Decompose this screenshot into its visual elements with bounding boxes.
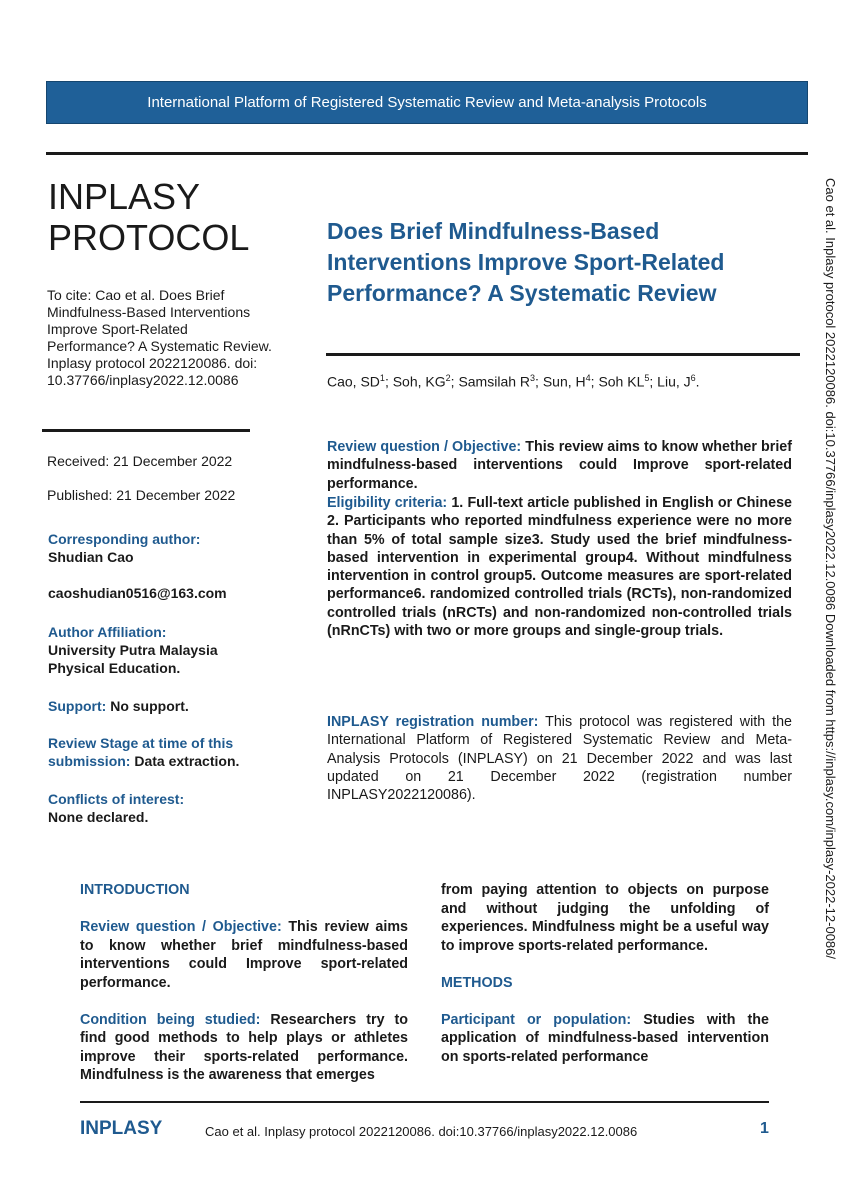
author-separator: ;: [384, 373, 393, 390]
author: Liu, J: [657, 373, 691, 390]
conflicts-block: [48, 790, 308, 826]
affiliation-block: [48, 623, 308, 677]
support-block: [48, 697, 308, 715]
affiliation-label: Author Affiliation:: [48, 624, 167, 640]
footer-citation: Cao et al. Inplasy protocol 2022120086. doi:10.37766/inplasy2022.12.0086: [205, 1124, 638, 1139]
review-stage-value: Data extraction.: [130, 753, 240, 769]
corresponding-author-label: Corresponding author:: [48, 531, 201, 547]
author: Soh, KG: [392, 373, 446, 390]
sidebar-rule: [42, 429, 250, 432]
published-date: Published: 21 December 2022: [47, 487, 236, 503]
author-affiliation-number: 3: [530, 373, 536, 383]
spacer: [441, 992, 769, 1011]
support-value: No support.: [106, 698, 189, 714]
author: Samsilah R: [458, 373, 531, 390]
corresponding-author-name: Shudian Cao: [48, 549, 134, 565]
author-affiliation-number: 5: [644, 373, 650, 383]
abstract-objective-text: This review aims to know whether brief mindfulness-based interventions could Improve sport-related performance.: [327, 439, 793, 492]
citation-text: To cite: Cao et al. Does Brief Mindfulness-Based Interventions Improve Sport-Related Performance? A Systematic Review. Inplasy protocol 2022120086. doi: 10.37766/inplasy2022.12.0086: [47, 287, 272, 388]
header-banner: International Platform of Registered Systematic Review and Meta-analysis Protocols: [46, 81, 808, 124]
affiliation-line1: University Putra Malaysia: [48, 642, 218, 658]
author-separator: ;: [649, 373, 658, 390]
protocol-label-line2: PROTOCOL: [48, 217, 250, 258]
registration-label: INPLASY registration number:: [327, 714, 539, 730]
author: Soh KL: [598, 373, 645, 390]
corresponding-author-block: [48, 530, 308, 602]
author-separator: .: [695, 373, 700, 390]
footer-brand: INPLASY: [80, 1118, 163, 1139]
author-affiliation-number: 2: [445, 373, 451, 383]
spacer: [80, 900, 408, 919]
conflicts-label: Conflicts of interest:: [48, 791, 185, 807]
author: Cao, SD: [327, 373, 380, 390]
intro-objective-label: Review question / Objective:: [80, 919, 282, 935]
article-title-line1: Does Brief Mindfulness-Based: [327, 218, 660, 244]
population-text: Studies with the application of mindfulness-based intervention on sports-related performance: [441, 1011, 769, 1065]
author-separator: ;: [450, 373, 459, 390]
affiliation-line2: Physical Education.: [48, 660, 181, 676]
conflicts-value: None declared.: [48, 809, 149, 825]
author: Sun, H: [542, 373, 586, 390]
article-title-line3: Performance? A Systematic Review: [327, 280, 717, 306]
abstract-eligibility: [327, 494, 792, 640]
introduction-heading: INTRODUCTION: [80, 882, 190, 898]
protocol-label: [48, 176, 249, 258]
footer-rule: [80, 1101, 769, 1103]
top-rule: [46, 152, 808, 155]
abstract-registration: [327, 713, 792, 804]
author-separator: ;: [590, 373, 599, 390]
article-title: [327, 216, 797, 309]
article-title-line2: Interventions Improve Sport-Related: [327, 249, 725, 275]
author-affiliation-number: 4: [585, 373, 591, 383]
protocol-label-line1: INPLASY: [48, 176, 201, 217]
support-label: Support:: [48, 698, 107, 714]
review-stage-label-2: submission:: [48, 753, 131, 769]
corresponding-author-email: caoshudian0516@163.com: [48, 585, 227, 601]
abstract-eligibility-text: 1. Full-text article published in English or Chinese 2. Participants who reported mindfulness experience were no more than 5% of total sample size3. Study used the brief mindfulness-based intervention in experimental group4. Without mindfulness intervention in control group5. Outcome measures are sport-related performance6. randomized controlled trials (RCTs), non-randomized controlled trials (nRCTs) and non-randomized non-controlled trials (nRnCTs) with two or more groups and single-group trials.: [327, 495, 792, 640]
title-rule: [326, 353, 800, 356]
intro-objective-text: This review aims to know whether brief mindfulness-based interventions could Improve sport-related performance.: [80, 919, 409, 991]
received-date: Received: 21 December 2022: [47, 453, 233, 469]
author-affiliation-number: 1: [379, 373, 385, 383]
registration-text: This protocol was registered with the International Platform of Registered Systematic Review and Meta-Analysis Protocols (INPLASY) on 21 December 2022 and was last updated on 21 December 2022 (registration number INPLASY2022120086).: [327, 714, 793, 804]
author-separator: ;: [535, 373, 543, 390]
author-affiliation-number: 6: [690, 373, 696, 383]
vertical-download-note: Cao et al. Inplasy protocol 2022120086. doi:10.37766/inplasy2022.12.0086 Downloaded from https://inplasy.com/inplasy-2022-12-0086/: [823, 178, 838, 960]
review-stage-label: Review Stage at time of this: [48, 735, 234, 751]
page-number: 1: [760, 1120, 769, 1137]
population-label: Participant or population:: [441, 1011, 632, 1028]
body-right-column: [441, 881, 769, 1066]
condition-continuation: from paying attention to objects on purpose and without judging the unfolding of experiences. Mindfulness might be a useful way to improve sports-related performance.: [441, 882, 769, 954]
abstract-objective-label: Review question / Objective:: [327, 439, 522, 455]
review-stage-block: [48, 734, 308, 770]
author-list: [327, 373, 700, 390]
condition-label: Condition being studied:: [80, 1011, 261, 1028]
spacer: [80, 992, 408, 1011]
condition-text: Researchers try to find good methods to help plays or athletes improve their sports-related performance. Mindfulness is the awareness that emerges: [80, 1011, 409, 1083]
methods-heading: METHODS: [441, 974, 513, 991]
body-left-column: [80, 881, 408, 1085]
spacer: [441, 955, 769, 974]
abstract-eligibility-label: Eligibility criteria:: [327, 495, 448, 511]
abstract-objective: [327, 438, 792, 493]
